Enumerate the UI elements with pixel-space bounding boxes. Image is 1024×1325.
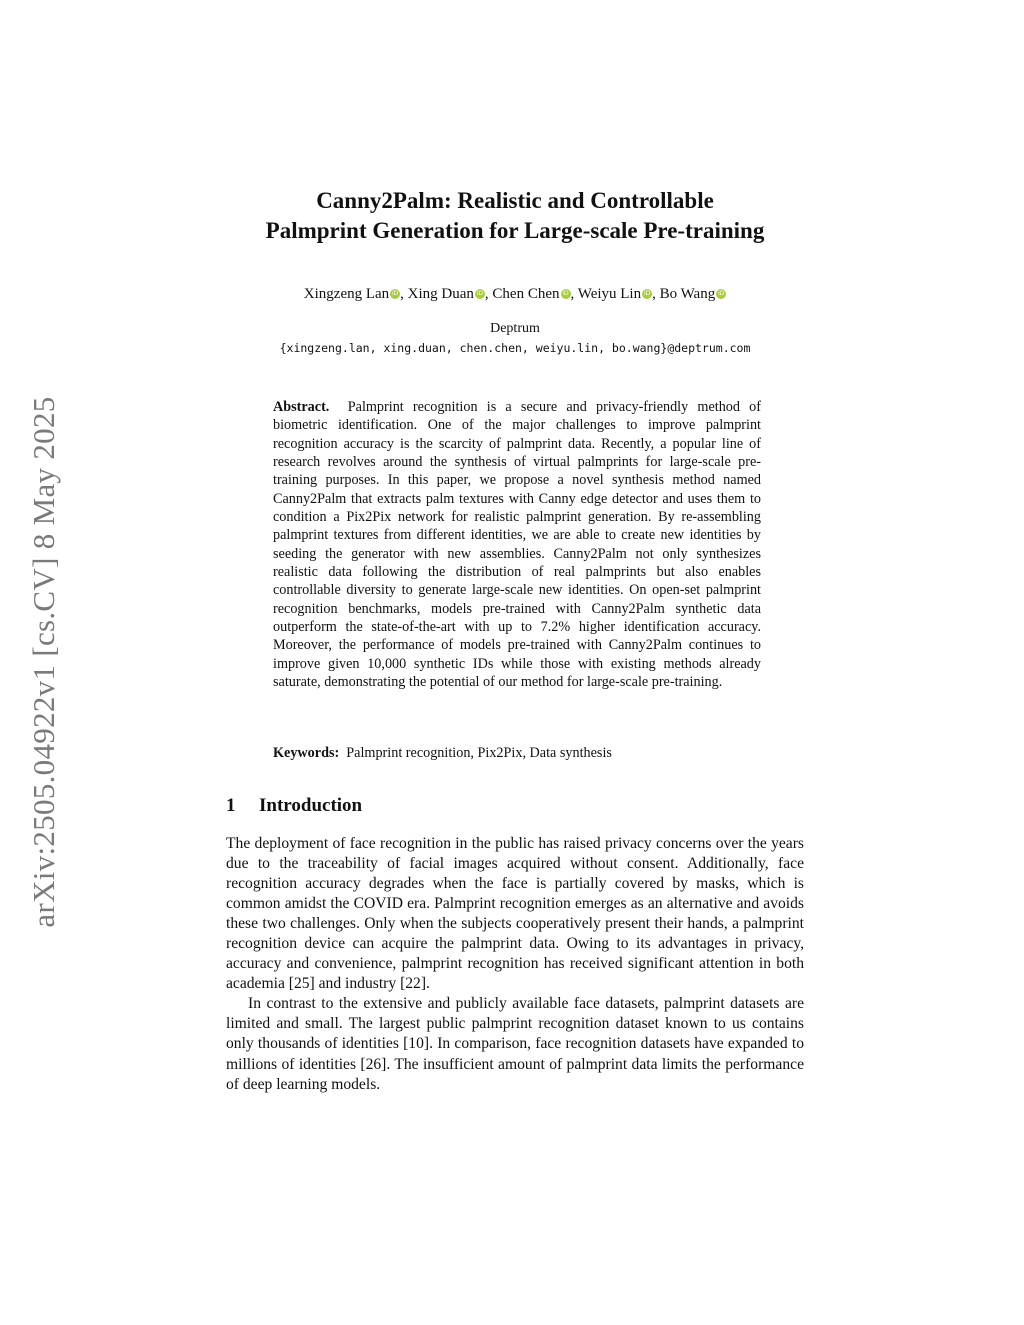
author-name: Chen Chen xyxy=(492,286,560,302)
paragraph: In contrast to the extensive and publicly available face datasets, palmprint datasets are limited and small. The largest public palmprint recognition dataset known to us contains only thousands of identities [10]. In comparison, face recognition datasets have expanded to millions of identities [26]. The insufficient amount of palmprint data limits the performance of deep learning models. xyxy=(226,995,804,1093)
keywords-label: Keywords: xyxy=(273,745,340,761)
section-title: Introduction xyxy=(259,795,363,816)
abstract xyxy=(273,398,761,692)
author-entry xyxy=(408,286,493,302)
affiliation: Deptrum xyxy=(490,321,540,336)
author-separator: , xyxy=(570,286,578,302)
author-emails: {xingzeng.lan, xing.duan, chen.chen, weiyu.lin, bo.wang}@deptrum.com xyxy=(279,341,751,355)
author-name: Xingzeng Lan xyxy=(303,286,390,302)
body-text xyxy=(226,834,804,1095)
author-entry xyxy=(578,286,660,302)
author-name: Weiyu Lin xyxy=(577,286,642,302)
keywords-text: Palmprint recognition, Pix2Pix, Data synthesis xyxy=(346,745,612,761)
abstract-label: Abstract. xyxy=(273,399,330,415)
section-heading xyxy=(226,794,362,818)
section-number: 1 xyxy=(226,795,236,816)
title-line-2: Palmprint Generation for Large-scale Pre-training xyxy=(265,218,765,243)
abstract-text: Palmprint recognition is a secure and privacy-friendly method of biometric identification. One of the major challenges to improve palmprint recognition accuracy is the scarcity of palmprint data. Recently, a popular line of research revolves around the synthesis of virtual palmprints for large-scale pre-training purposes. In this paper, we propose a novel synthesis method named Canny2Palm that extracts palm textures with Canny edge detector and uses them to condition a Pix2Pix network for realistic palmprint generation. By re-assembling palmprint textures from different identities, we are able to create new identities by seeding the generator with new assemblies. Canny2Palm not only synthesizes realistic data following the distribution of real palmprints but also enables controllable diversity to generate large-scale new identities. On open-set palmprint recognition benchmarks, models pre-trained with Canny2Palm synthetic data outperform the state-of-the-art with up to 7.2% higher identification accuracy. Moreover, the performance of models pre-trained with Canny2Palm continues to improve given 10,000 synthetic IDs while those with existing methods already saturate, demonstrating the potential of our method for large-scale pre-training. xyxy=(273,399,762,691)
orcid-icon[interactable]: iD xyxy=(392,290,399,297)
author-name: Xing Duan xyxy=(407,286,474,302)
author-entry xyxy=(304,286,408,302)
arxiv-identifier-text: arXiv:2505.04922v1 [cs.CV] 8 May 2025 xyxy=(26,396,61,928)
author-entry xyxy=(660,286,727,302)
paragraph: The deployment of face recognition in the public has raised privacy concerns over the years due to the traceability of facial images acquired without consent. Additionally, face recognition accuracy degrades when the face is partially covered by masks, which is common amidst the COVID era. Palmprint recognition emerges as an alternative and avoids these two challenges. Only when the subjects cooperatively present their hands, a palmprint recognition device can acquire the palmprint data. Owing to its advantages in privacy, accuracy and convenience, palmprint recognition has received significant attention in both academia [25] and industry [22]. xyxy=(226,835,804,993)
author-list xyxy=(200,284,830,304)
paper-title xyxy=(200,186,830,246)
author-entry xyxy=(492,286,577,302)
keywords xyxy=(273,744,761,762)
orcid-icon[interactable]: iD xyxy=(476,290,484,297)
orcid-icon[interactable]: iD xyxy=(718,290,725,297)
author-separator: , xyxy=(484,286,493,302)
author-separator: , xyxy=(400,286,408,302)
author-separator: , xyxy=(652,286,660,302)
orcid-icon[interactable]: iD xyxy=(643,290,651,297)
author-name: Bo Wang xyxy=(659,286,716,302)
orcid-icon[interactable]: iD xyxy=(562,290,569,297)
title-line-1: Canny2Palm: Realistic and Controllable xyxy=(316,188,714,213)
